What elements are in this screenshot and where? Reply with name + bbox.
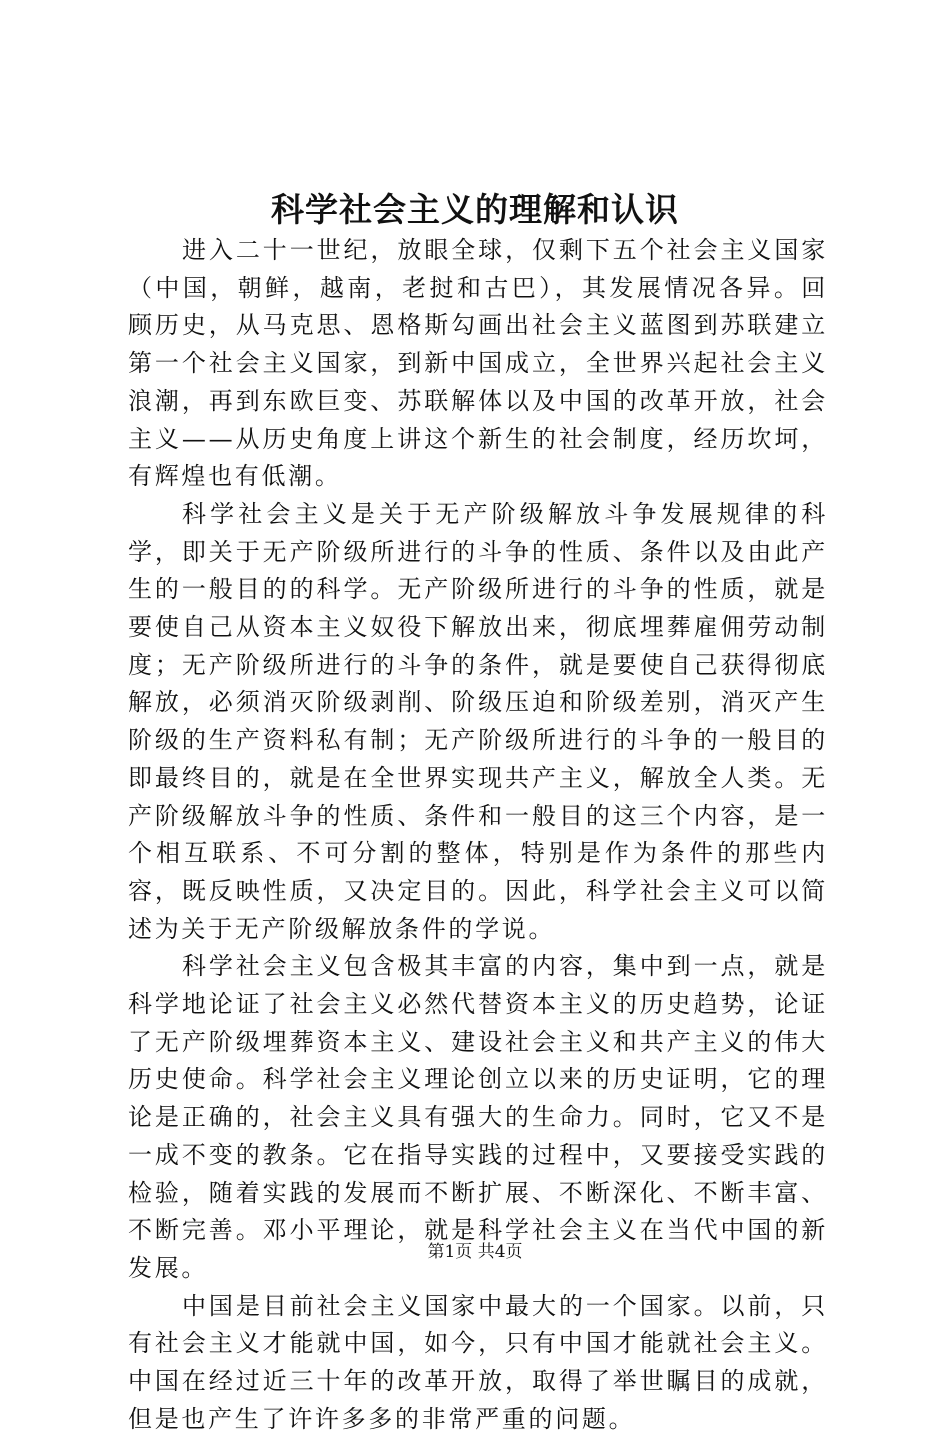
paragraph-1: 进入二十一世纪，放眼全球，仅剩下五个社会主义国家（中国，朝鲜，越南，老挝和古巴），其发展情况各异。回顾历史，从马克思、恩格斯勾画出社会主义蓝图到苏联建立第一个社会主义国家，到新中国成立，全世界兴起社会主义浪潮，再到东欧巨变、苏联解体以及中国的改革开放，社会主义——从历史角度上讲这个新生的社会制度，经历坎坷，有辉煌也有低潮。 [128,236,828,491]
paragraph-3: 科学社会主义包含极其丰富的内容，集中到一点，就是科学地论证了社会主义必然代替资本主义的历史趋势，论证了无产阶级埋葬资本主义、建设社会主义和共产主义的伟大历史使命。科学社会主义理论创立以来的历史证明，它的理论是正确的，社会主义具有强大的生命力。同时，它又不是一成不变的教条。它在指导实践的过程中，又要接受实践的检验，随着实践的发展而不断扩展、不断深化、不断丰富、不断完善。邓小平理论，就是科学社会主义在当代中国的新发展。 [128,952,828,1282]
page-title: 科学社会主义的理解和认识 [271,190,679,229]
paragraph-2: 科学社会主义是关于无产阶级解放斗争发展规律的科学，即关于无产阶级所进行的斗争的性质、条件以及由此产生的一般目的的科学。无产阶级所进行的斗争的性质，就是要使自己从资本主义奴役下解放出来，彻底埋葬雇佣劳动制度；无产阶级所进行的斗争的条件，就是要使自己获得彻底解放，必须消灭阶级剥削、阶级压迫和阶级差别，消灭产生阶级的生产资料私有制；无产阶级所进行的斗争的一般目的即最终目的，就是在全世界实现共产主义，解放全人类。无产阶级解放斗争的性质、条件和一般目的这三个内容，是一个相互联系、不可分割的整体，特别是作为条件的那些内容，既反映性质，又决定目的。因此，科学社会主义可以简述为关于无产阶级解放条件的学说。 [128,499,828,943]
page-footer: 第1页 共4页 [427,1242,523,1262]
paragraph-4: 中国是目前社会主义国家中最大的一个国家。以前，只有社会主义才能就中国，如今，只有中国才能就社会主义。中国在经过近三十年的改革开放，取得了举世瞩目的成就，但是也产生了许许多多的非常严重的问题。 [128,1291,828,1433]
